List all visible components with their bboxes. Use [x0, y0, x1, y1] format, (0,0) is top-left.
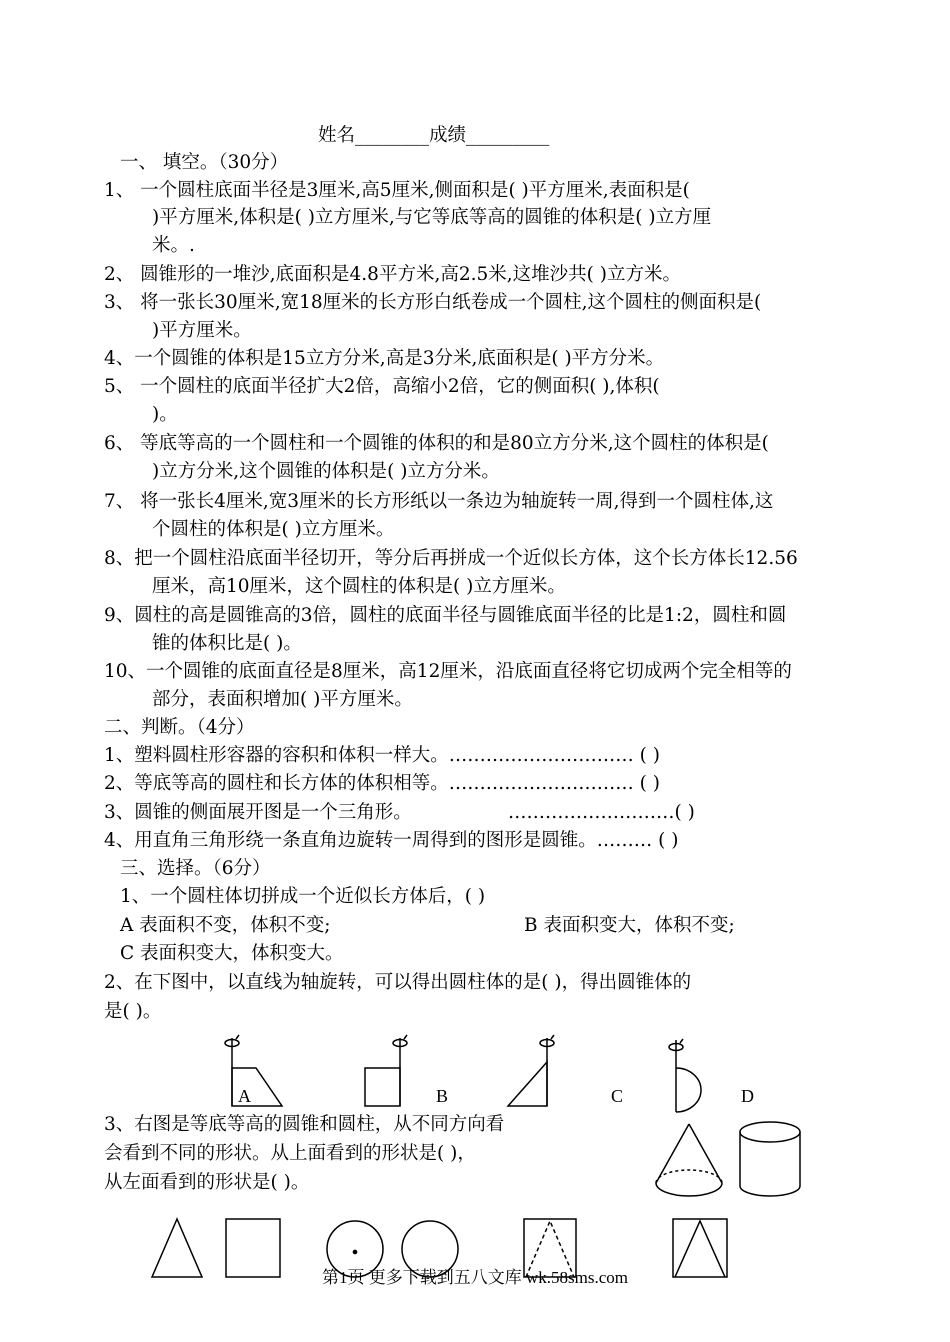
- s1-line-3: 米。.: [152, 235, 195, 256]
- s1-line-2: )平方厘米,体积是( )立方厘米,与它等底等高的圆锥的体积是( )立方厘: [152, 207, 712, 228]
- s2-item-1: 1、塑料圆柱形容器的容积和体积一样大。………………………… ( ): [104, 745, 660, 766]
- s1-line-4: 2、 圆锥形的一堆沙,底面积是4.8平方米,高2.5米,这堆沙共( )立方米。: [104, 264, 681, 285]
- page-footer: 第1页 更多下载到五八文库 wk.58sms.com: [322, 1268, 628, 1287]
- section1-title: 一、 填空。（30分）: [120, 152, 289, 173]
- s1-line-13: 个圆柱的体积是( )立方厘米。: [152, 519, 395, 540]
- s2-item-3-dots: ………………………( ): [508, 802, 695, 823]
- s1-line-19: 部分，表面积增加( )平方厘米。: [152, 689, 413, 710]
- name-score-line: 姓名________成绩_________: [318, 125, 550, 146]
- s1-line-7: 4、一个圆锥的体积是15立方分米,高是3分米,底面积是( )平方分米。: [104, 348, 665, 369]
- s1-line-10: 6、 等底等高的一个圆柱和一个圆锥的体积的和是80立方分米,这个圆柱的体积是(: [104, 433, 769, 454]
- s3-q3-line-3: 从左面看到的形状是( )。: [104, 1172, 310, 1193]
- section3-title: 三、选择。（6分）: [120, 858, 271, 879]
- s3-q3-line-1: 3、右图是等底等高的圆锥和圆柱，从不同方向看: [104, 1114, 505, 1135]
- s2-item-2: 2、等底等高的圆柱和长方体的体积相等。………………………… ( ): [104, 773, 660, 794]
- s2-item-3: 3、圆锥的侧面展开图是一个三角形。: [104, 802, 412, 823]
- figure-label-c: C: [611, 1086, 624, 1106]
- s3-q1-option-b: B 表面积变大，体积不变;: [524, 915, 735, 936]
- s3-q3-line-2: 会看到不同的形状。从上面看到的形状是( )，: [104, 1143, 476, 1164]
- figure-label-d: D: [741, 1086, 754, 1106]
- s1-line-17: 锥的体积比是( )。: [152, 633, 302, 654]
- section2-title: 二、判断。（4分）: [104, 717, 255, 738]
- s1-line-5: 3、 将一张长30厘米,宽18厘米的长方形白纸卷成一个圆柱,这个圆柱的侧面积是(: [104, 292, 762, 313]
- s1-line-11: )立方分米,这个圆锥的体积是( )立方分米。: [152, 461, 500, 482]
- s1-line-6: )平方厘米。: [152, 320, 252, 341]
- s1-line-12: 7、 将一张长4厘米,宽3厘米的长方形纸以一条边为轴旋转一周,得到一个圆柱体,这: [104, 491, 774, 512]
- s3-q1-option-a: A 表面积不变，体积不变;: [120, 915, 331, 936]
- s1-line-1: 1、 一个圆柱底面半径是3厘米,高5厘米,侧面积是( )平方厘米,表面积是(: [104, 180, 690, 201]
- s1-line-15: 厘米，高10厘米，这个圆柱的体积是( )立方厘米。: [152, 576, 566, 597]
- s1-line-18: 10、一个圆锥的底面直径是8厘米，高12厘米，沿底面直径将它切成两个完全相等的: [104, 661, 792, 682]
- s1-line-9: )。: [152, 404, 178, 425]
- s3-q2-line-1: 2、在下图中，以直线为轴旋转，可以得出圆柱体的是( )，得出圆锥体的: [104, 972, 692, 993]
- s2-item-4: 4、用直角三角形绕一条直角边旋转一周得到的图形是圆锥。……… ( ): [104, 830, 679, 851]
- figure-label-b: B: [436, 1086, 449, 1106]
- s3-q2-line-2: 是( )。: [104, 1001, 162, 1022]
- s1-line-14: 8、把一个圆柱沿底面半径切开，等分后再拼成一个近似长方体，这个长方体长12.56: [104, 548, 798, 569]
- s1-line-8: 5、 一个圆柱的底面半径扩大2倍，高缩小2倍，它的侧面积( ),体积(: [104, 376, 660, 397]
- s1-line-16: 9、圆柱的高是圆锥高的3倍，圆柱的底面半径与圆锥底面半径的比是1:2，圆柱和圆: [104, 605, 787, 626]
- figure-label-a: A: [238, 1086, 251, 1106]
- s3-q1: 1、一个圆柱体切拼成一个近似长方体后，( ): [120, 886, 486, 907]
- s3-q1-option-c: C 表面积变大，体积变大。: [120, 943, 344, 964]
